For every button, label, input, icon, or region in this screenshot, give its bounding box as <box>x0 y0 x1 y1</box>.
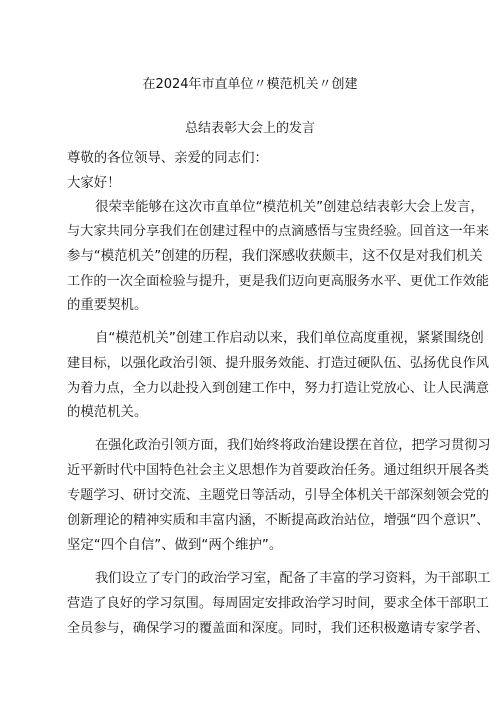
paragraph-1-line: 参与“模范机关”创建的历程，我们深感收获颇丰，这不仅是对我们机关 <box>67 249 483 264</box>
paragraph-2-line: 的模范机关。 <box>67 405 148 420</box>
paragraph-3-line: 坚定“四个自信”、做到“两个维护”。 <box>67 538 283 553</box>
paragraph-3-line: 专题学习、研讨交流、主题党日等活动，引导全体机关干部深刻领会党的 <box>67 488 489 503</box>
paragraph-3-line: 在强化政治引领方面，我们始终将政治建设摆在首位，把学习贯彻习 <box>95 438 491 453</box>
paragraph-1-line: 工作的一次全面检验与提升，更是我们迈向更高服务水平、更优工作效能 <box>67 274 489 289</box>
paragraph-3-line: 近平新时代中国特色社会主义思想作为首要政治任务。通过组织开展各类 <box>67 463 489 478</box>
paragraph-2-line: 自“模范机关”创建工作启动以来，我们单位高度重视，紧紧围绕创 <box>95 331 484 346</box>
document-title-line-1: 在2024年市直单位〃模范机关〃创建 <box>142 77 358 92</box>
paragraph-4-line: 全员参与，确保学习的覆盖面和深度。同时，我们还积极邀请专家学者、 <box>67 621 489 636</box>
paragraph-2-line: 建目标，以强化政治引领、提升服务效能、打造过硬队伍、弘扬优良作风 <box>67 356 489 371</box>
paragraph-1-line: 很荣幸能够在这次市直单位“模范机关”创建总结表彰大会上发言， <box>95 200 484 215</box>
paragraph-4-line: 我们设立了专门的政治学习室，配备了丰富的学习资料，为干部职工 <box>95 571 491 586</box>
document-title-line-2: 总结表彰大会上的发言 <box>184 121 315 136</box>
greeting: 大家好！ <box>67 176 121 191</box>
salutation: 尊敬的各位领导、亲爱的同志们： <box>67 151 268 166</box>
paragraph-1-line: 与大家共同分享我们在创建过程中的点滴感悟与宝贵经验。回首这一年来 <box>67 224 489 239</box>
paragraph-2-line: 为着力点，全力以赴投入到创建工作中，努力打造让党放心、让人民满意 <box>67 381 489 396</box>
paragraph-1-line: 的重要契机。 <box>67 298 148 313</box>
paragraph-4-line: 营造了良好的学习氛围。每周固定安排政治学习时间，要求全体干部职工 <box>67 596 489 611</box>
paragraph-3-line: 创新理论的精神实质和丰富内涵，不断提高政治站位，增强“四个意识”、 <box>67 513 490 528</box>
